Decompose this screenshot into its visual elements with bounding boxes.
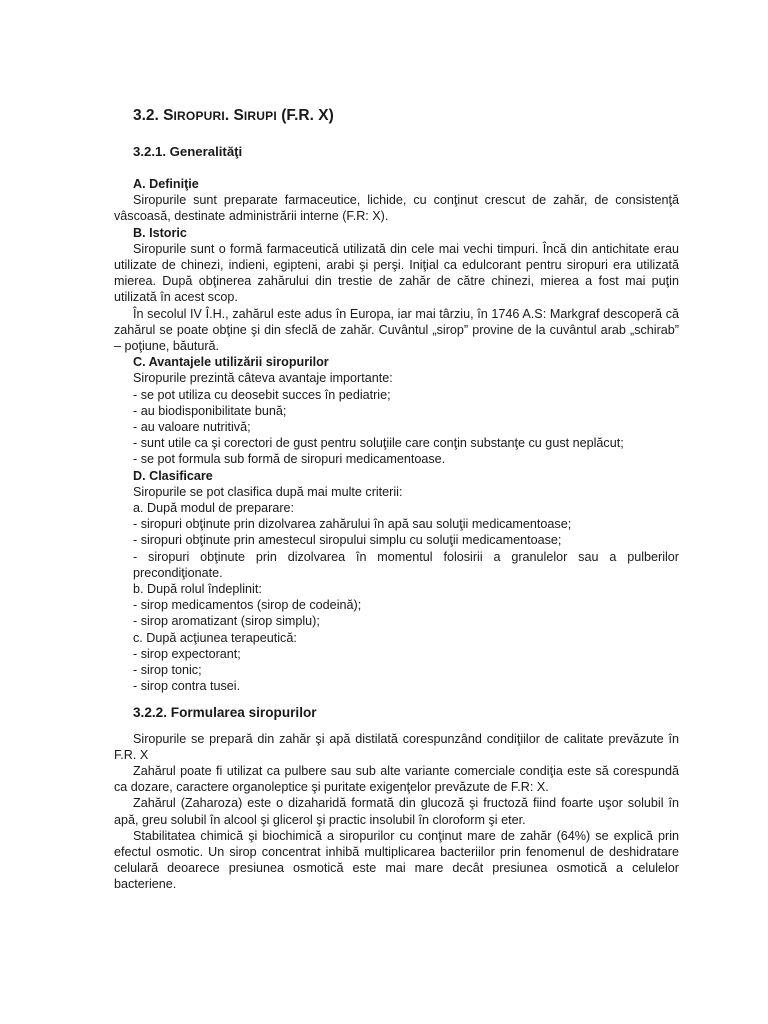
avantaje-intro: Siropurile prezintă câteva avantaje importante: (133, 371, 393, 386)
list-item: - sirop expectorant; (133, 646, 241, 661)
criteriu-b: b. După rolul îndeplinit: (133, 582, 262, 597)
list-item: - au valoare nutritivă; (133, 420, 251, 435)
section-heading: 3.2. SIROPURI. SIRUPI (F.R. X) (133, 107, 334, 124)
clasificare-intro: Siropurile se pot clasifica după mai multe criterii: (133, 484, 403, 499)
list-item: - au biodisponibilitate bună; (133, 403, 287, 418)
formulare-paragraph-4: Stabilitatea chimică şi biochimică a siropurilor cu conţinut mare de zahăr (64%) se explică prin efectul osmotic. Un sirop concentrat inhibă multiplicarea bacteriilor prin fenomenul de deshidratare celulară deoarece presiunea osmotică este mai mare decât presiunea osmotică a celulelor bacteriene. (114, 828, 679, 892)
list-item-wrapped: - siropuri obţinute prin dizolvarea în momentul folosirii a granulelor sau a pulberilor precondiţionate. (133, 549, 679, 580)
istoric-paragraph-2: În secolul IV Î.H., zahărul este adus în Europa, iar mai târziu, în 1746 A.S: Markgraf descoperă că zahărul se poate obţine şi din sfeclă de zahăr. Cuvântul „sirop” provine de la cuvântul arab „schirab” – poţiune, băutură. (114, 306, 679, 354)
list-item: - sirop contra tusei. (133, 679, 241, 694)
document-page (114, 107, 679, 893)
list-item: - sirop medicamentos (sirop de codeină); (133, 598, 362, 613)
criteriu-a: a. După modul de preparare: (133, 501, 295, 516)
criteriu-c: c. După acţiunea terapeutică: (133, 630, 297, 645)
list-item: - sirop tonic; (133, 663, 202, 678)
formulare-paragraph-1: Siropurile se prepară din zahăr şi apă distilată corespunzând condiţiilor de calitate prevăzute în F.R. X (114, 731, 679, 762)
avantaje-heading: C. Avantajele utilizării siropurilor (133, 355, 329, 370)
definitie-paragraph: Siropurile sunt preparate farmaceutice, lichide, cu conţinut crescut de zahăr, de consistenţă vâscoasă, destinate administrării interne (F.R: X). (114, 193, 679, 224)
list-item: - siropuri obţinute prin dizolvarea zahărului în apă sau soluţii medicamentoase; (133, 517, 572, 532)
list-item: - sunt utile ca şi corectori de gust pentru soluţiile care conţin substanţe cu gust neplăcut; (133, 436, 624, 451)
list-item: - siropuri obţinute prin amestecul siropului simplu cu soluţii medicamentoase; (133, 533, 562, 548)
clasificare-heading: D. Clasificare (133, 468, 213, 483)
subsection-heading-formulare: 3.2.2. Formularea siropurilor (133, 704, 317, 720)
subsection-heading-generalitati: 3.2.1. Generalităţi (133, 144, 243, 159)
definitie-heading: A. Definiţie (133, 177, 199, 191)
list-item: - se pot formula sub formă de siropuri medicamentoase. (133, 452, 446, 467)
istoric-heading: B. Istoric (133, 225, 187, 240)
istoric-paragraph-1: Siropurile sunt o formă farmaceutică utilizată din cele mai vechi timpuri. Încă din antichitate erau utilizate de chinezi, indieni, egipteni, arabi şi perşi. Iniţial ca edulcorant pentru siropuri era utilizată mierea. După obţinerea zahărului din trestie de zahăr de către chinezi, mierea a fost mai puţin utilizată în acest scop. (114, 241, 679, 305)
list-item: - se pot utiliza cu deosebit succes în pediatrie; (133, 387, 391, 402)
list-item: - sirop aromatizant (sirop simplu); (133, 614, 320, 629)
formulare-paragraph-2: Zahărul poate fi utilizat ca pulbere sau sub alte variante comerciale condiţia este să corespundă ca dozare, caractere organoleptice şi puritate exigenţelor prevăzute de F.R: X. (114, 763, 679, 795)
formulare-paragraph-3: Zahărul (Zaharoza) este o dizaharidă formată din glucoză şi fructoză fiind foarte uşor solubil în apă, greu solubil în alcool şi glicerol şi practic insolubil în cloroform şi eter. (114, 796, 679, 827)
